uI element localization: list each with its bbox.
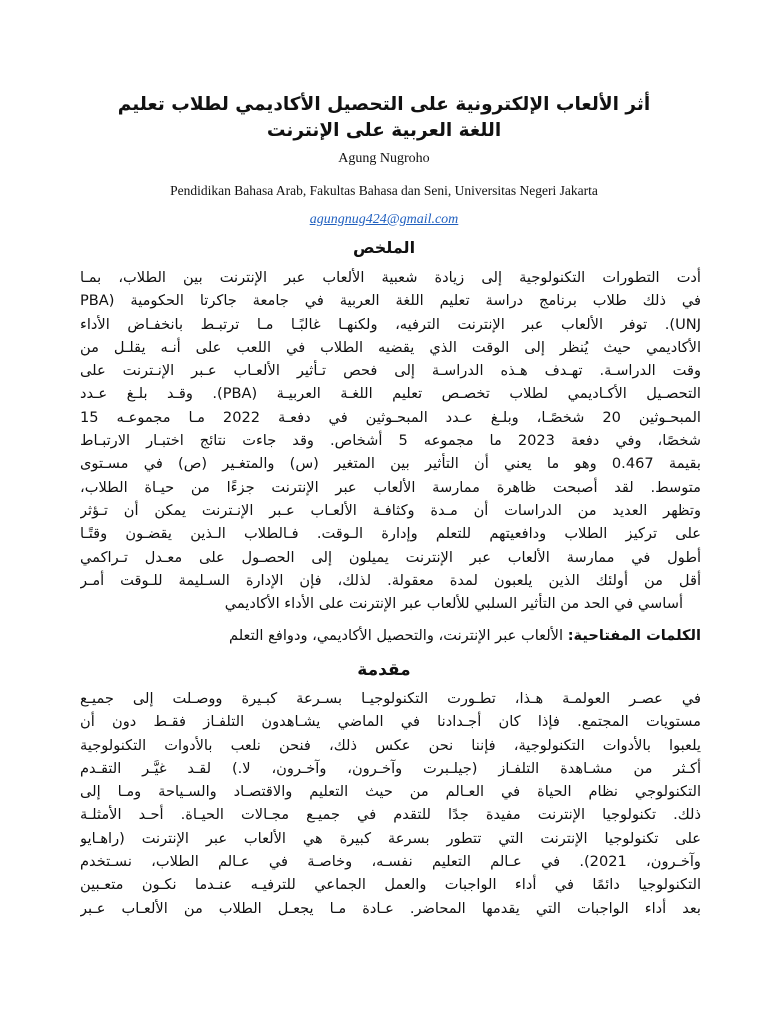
abstract-heading: الملخص: [352, 238, 416, 257]
abstract-line: UNJ). توفر الألعاب عبر الإنترنت الترفيه، ولكنهـا غالبًـا مـا ترتبـط بانخفـاض الأداء: [80, 315, 701, 333]
abstract-line: شخصًا، وفي دفعة 2023 ما مجموعه 5 أشخاص. وقد جاءت نتائج اختبـار الارتبـاط: [80, 432, 701, 450]
title-line: اللغة العربية على الإنترنت: [266, 120, 502, 141]
intro-line: التكنولوجي نظام الحياة في العـالم من حيث التعليم والاقتصـاد والسـياحة ومـا إلى: [80, 783, 701, 801]
keywords: [80, 624, 701, 647]
abstract-line: على تركيز الطلاب ودافعيتهم للتعلم وإدارة الـوقت. فـالطلاب الـذين يقضـون وقتًـا: [80, 525, 701, 543]
intro-line: يلعبوا بالأدوات التكنولوجية، فإننا نحن عكس ذلك، فنحن نلعب بالأدوات التكنولوجية: [80, 736, 701, 754]
intro-line: على تكنولوجيا الإنترنت التي تتطور بسرعة كبيرة هي الألعاب عبر الإنترنت (راهـايو: [80, 829, 701, 847]
title-line: أثر الألعاب الإلكترونية على التحصيل الأكاديمي لطلاب تعليم: [117, 94, 651, 115]
intro-line: ذلك. تكنولوجيا الإنترنت مفيدة جدًا للتقدم في جميـع مجـالات الحيـاة. أحـد الأمثلـة: [80, 806, 701, 824]
author-affiliation: Pendidikan Bahasa Arab, Fakultas Bahasa dan Seni, Universitas Negeri Jakarta: [170, 183, 598, 198]
intro-line: مستويات المجتمع. فإذا كان أجـدادنا في الماضي يشـاهدون التلفـاز فقـط دون أن: [80, 713, 701, 731]
abstract-paragraph: [80, 266, 701, 615]
author-name: Agung Nugroho: [338, 151, 430, 166]
abstract-line: أطول في ممارسة الألعاب عبر الإنترنت يميلون إلى الحصـول على معـدل تـراكمي: [80, 548, 701, 566]
introduction-paragraph: [80, 687, 701, 920]
intro-line: التكنولوجيا دائمًا في أداء الواجبات والعمل الجماعي للترفيـه عنـدما نكـون متعـبين: [80, 876, 701, 894]
intro-line: وآخـرون، 2021). في عـالم التعليم نفسـه، وخاصـة في عـالم الطلاب، نسـتخدم: [80, 853, 701, 871]
paper-title: [60, 92, 708, 144]
abstract-line: أدت التطورات التكنولوجية إلى زيادة شعبية الألعاب عبر الإنترنت بين الطلاب، بمـا: [80, 269, 701, 286]
keywords-label: الكلمات المفتاحية:: [567, 627, 701, 644]
author-email-link[interactable]: agungnug424@gmail.com: [309, 212, 459, 227]
abstract-line: المبحـوثين 20 شخصًـا، وبلـغ عـدد المبحـوثين في دفعـة 2022 مـا مجموعـه 15: [80, 408, 701, 426]
abstract-line: الأكاديمي حيث يُنظر إلى الوقت الذي يقضيه الطلاب في اللعب على أنـه يقلـل من: [80, 338, 701, 356]
abstract-line: بقيمة 0.467 وهو ما يعني أن التأثير بين المتغير (س) والمتغـير (ص) في مسـتوى: [80, 455, 701, 473]
intro-line: بعد أداء الواجبات التي يقدمها المحاضر. عـادة مـا يجعـل الطلاب من الألعـاب عـبر: [80, 899, 701, 917]
abstract-line: وقت الدراسـة. تهـدف هـذه الدراسـة إلى فحص تـأثير الألعـاب عـبر الإنـترنت على: [80, 362, 701, 380]
abstract-line: التحصـيل الأكـاديمي لطلاب تخصـص تعليم اللغـة العربيـة (PBA). وقـد بلـغ عـدد: [80, 385, 701, 403]
abstract-line: وتظهر العديد من الدراسات أن مـدة وكثافـة الألعـاب عـبر الإنـترنت يمكن أن تـؤثر: [80, 501, 701, 519]
introduction-heading: مقدمة: [357, 660, 411, 680]
keywords-text: الألعاب عبر الإنترنت، والتحصيل الأكاديمي، ودوافع التعلم: [228, 627, 568, 644]
intro-line: أكـثر من مشـاهدة التلفـاز (جيلـبرت وآخـرون، وآخـرون، لا.) لقـد غيَّـر التقـدم: [80, 759, 701, 777]
abstract-line: متوسط. لقد أصبحت ظاهرة ممارسة الألعاب عبر الإنترنت جزءًا من حيـاة الطلاب،: [80, 478, 701, 496]
abstract-line: أساسي في الحد من التأثير السلبي للألعاب عبر الإنترنت على الأداء الأكاديمي: [224, 595, 683, 613]
abstract-line: في ذلك طلاب برنامج دراسة تعليم اللغة العربية في جامعة جاكرتا الحكومية (PBA: [80, 292, 701, 310]
abstract-line: أقل من أولئك الذين يلعبون لمدة معقولة. لذلك، فإن الإدارة السـليمة للـوقت أمـر: [80, 571, 701, 589]
intro-line: في عصـر العولمـة هـذا، تطـورت التكنولوجيـا بسـرعة كبـيرة ووصـلت إلى جميـع: [80, 690, 701, 707]
